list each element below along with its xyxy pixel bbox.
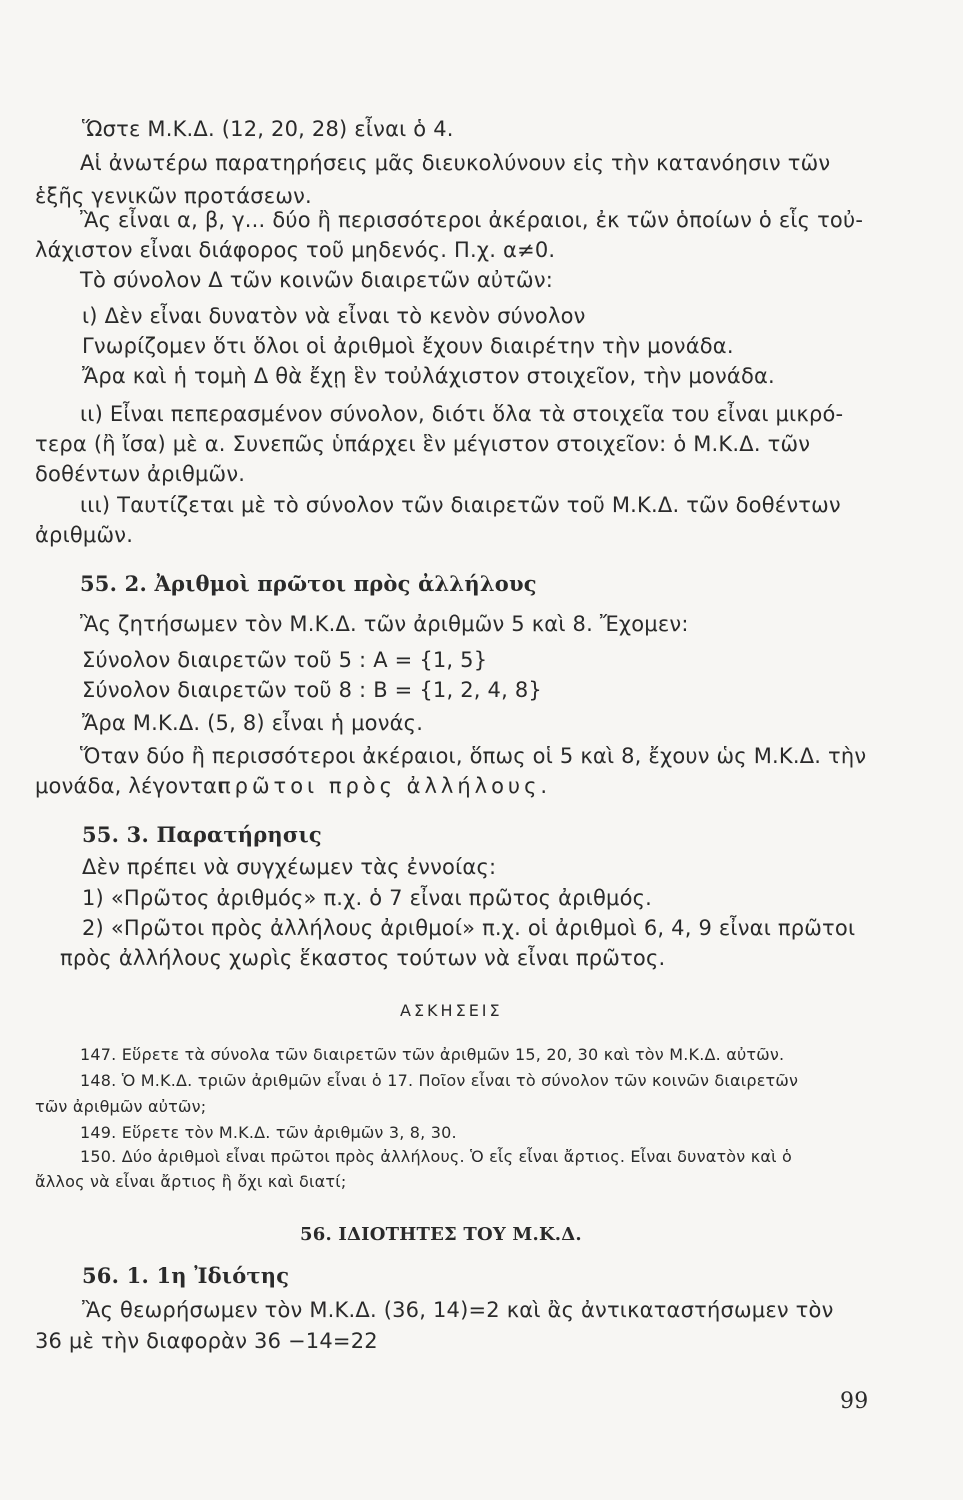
- exercise-item: 148. Ὁ Μ.Κ.Δ. τριῶν ἀριθμῶν εἶναι ὁ 17. Ποῖον εἶναι τὸ σύνολον τῶν κοινῶν διαιρετῶν: [80, 1071, 799, 1090]
- text-line: Ὥστε Μ.Κ.Δ. (12, 20, 28) εἶναι ὁ 4.: [82, 117, 454, 141]
- exercise-item: 147. Εὕρετε τὰ σύνολα τῶν διαιρετῶν τῶν ἀριθμῶν 15, 20, 30 καὶ τὸν Μ.Κ.Δ. αὐτῶν.: [80, 1045, 785, 1064]
- text-line: Τὸ σύνολον Δ τῶν κοινῶν διαιρετῶν αὐτῶν:: [80, 268, 554, 292]
- exercise-item-cont: τῶν ἀριθμῶν αὐτῶν;: [35, 1097, 207, 1116]
- text-line: Σύνολον διαιρετῶν τοῦ 8 : B = {1, 2, 4, 8}: [82, 678, 542, 702]
- text-line: δοθέντων ἀριθμῶν.: [35, 462, 246, 486]
- text-line: λάχιστον εἶναι διάφορος τοῦ μηδενός. Π.χ. α≠0.: [35, 238, 556, 262]
- exercise-item-cont: ἄλλος νὰ εἶναι ἄρτιος ἢ ὄχι καὶ διατί;: [35, 1172, 347, 1191]
- text-line: Δὲν πρέπει νὰ συγχέωμεν τὰς ἐννοίας:: [82, 855, 497, 879]
- text-line: μονάδα, λέγονται: [35, 774, 225, 798]
- text-line: Γνωρίζομεν ὅτι ὅλοι οἱ ἀριθμοὶ ἔχουν διαιρέτην τὴν μονάδα.: [82, 334, 734, 358]
- text-line: Ἄρα καὶ ἡ τομὴ Δ θὰ ἔχῃ ἓν τοὐλάχιστον στοιχεῖον, τὴν μονάδα.: [82, 364, 775, 388]
- text-line: τερα (ἢ ἴσα) μὲ α. Συνεπῶς ὑπάρχει ἓν μέγιστον στοιχεῖον: ὁ Μ.Κ.Δ. τῶν: [35, 432, 811, 456]
- text-line: πρὸς ἀλλήλους χωρὶς ἕκαστος τούτων νὰ εἶναι πρῶτος.: [60, 946, 666, 970]
- chapter-heading-56: 56. ΙΔΙΟΤΗΤΕΣ ΤΟΥ Μ.Κ.Δ.: [300, 1224, 582, 1245]
- text-line: ιι) Εἶναι πεπερασμένον σύνολον, διότι ὅλα τὰ στοιχεῖα του εἶναι μικρό-: [80, 402, 844, 426]
- text-line: Ἂς εἶναι α, β, γ... δύο ἢ περισσότεροι ἀκέραιοι, ἐκ τῶν ὁποίων ὁ εἷς τοὐ-: [80, 208, 864, 232]
- text-line: Αἱ ἀνωτέρω παρατηρήσεις μᾶς διευκολύνουν εἰς τὴν κατανόησιν τῶν: [80, 151, 831, 175]
- text-line: Ἄρα Μ.Κ.Δ. (5, 8) εἶναι ἡ μονάς.: [82, 711, 424, 735]
- text-line: ι) Δὲν εἶναι δυνατὸν νὰ εἶναι τὸ κενὸν σύνολον: [82, 304, 586, 328]
- exercise-item: 149. Εὕρετε τὸν Μ.Κ.Δ. τῶν ἀριθμῶν 3, 8, 30.: [80, 1123, 457, 1142]
- text-line: 36 μὲ τὴν διαφορὰν 36 −14=22: [35, 1329, 378, 1353]
- spaced-emphasis: πρῶτοι πρὸς ἀλλήλους.: [218, 774, 552, 798]
- text-line: ἀριθμῶν.: [35, 523, 134, 547]
- text-line: 1) «Πρῶτος ἀριθμός» π.χ. ὁ 7 εἶναι πρῶτος ἀριθμός.: [82, 886, 653, 910]
- text-line: Ἂς ζητήσωμεν τὸν Μ.Κ.Δ. τῶν ἀριθμῶν 5 καὶ 8. Ἔχομεν:: [80, 612, 689, 636]
- exercise-item: 150. Δύο ἀριθμοὶ εἶναι πρῶτοι πρὸς ἀλλήλους. Ὁ εἷς εἶναι ἄρτιος. Εἶναι δυνατὸν καὶ ὁ: [80, 1147, 792, 1166]
- section-heading-56-1: 56. 1. 1η Ἰδιότης: [82, 1263, 290, 1288]
- text-line: Ὅταν δύο ἢ περισσότεροι ἀκέραιοι, ὅπως οἱ 5 καὶ 8, ἔχουν ὡς Μ.Κ.Δ. τὴν: [80, 744, 867, 768]
- section-heading-55-2: 55. 2. Ἀριθμοὶ πρῶτοι πρὸς ἀλλήλους: [80, 571, 537, 596]
- page-number: 99: [840, 1389, 869, 1414]
- text-line: 2) «Πρῶτοι πρὸς ἀλλήλους ἀριθμοί» π.χ. οἱ ἀριθμοὶ 6, 4, 9 εἶναι πρῶτοι: [82, 916, 856, 940]
- exercises-heading: ΑΣΚΗΣΕΙΣ: [400, 1001, 503, 1020]
- text-line: ιιι) Ταυτίζεται μὲ τὸ σύνολον τῶν διαιρετῶν τοῦ Μ.Κ.Δ. τῶν δοθέντων: [80, 493, 841, 517]
- text-line: Ἂς θεωρήσωμεν τὸν Μ.Κ.Δ. (36, 14)=2 καὶ ἂς ἀντικαταστήσωμεν τὸν: [82, 1298, 834, 1322]
- text-line: Σύνολον διαιρετῶν τοῦ 5 : A = {1, 5}: [82, 648, 488, 672]
- section-heading-55-3: 55. 3. Παρατήρησις: [82, 822, 322, 847]
- text-line: ἑξῆς γενικῶν προτάσεων.: [35, 184, 312, 208]
